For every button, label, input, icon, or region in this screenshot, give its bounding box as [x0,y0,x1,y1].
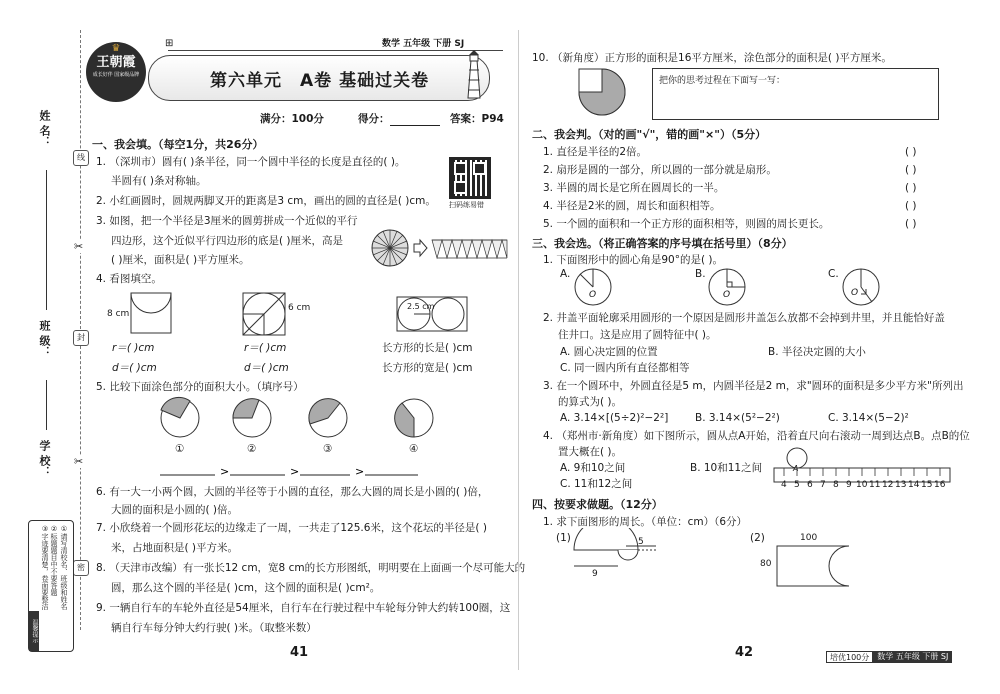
scissors-icon: ✂ [74,240,84,253]
choice-4-opt-b: B. 10和11之间 [690,462,763,474]
q5-figures [160,396,440,440]
choice-1-opt-c: C. [828,268,839,280]
page-title: 第六单元 A卷 基础过关卷 [210,71,430,91]
section-1-title: 一、我会填。（每空1分，共26分） [92,138,264,151]
q2: 2. 小红画圆时，圆规两脚叉开的距离是3 cm，画出的圆的直径是( )cm。 [96,195,436,207]
cut-mark-1: 线 [73,150,89,166]
section-4-title: 四、按要求做题。（12分） [532,498,663,511]
judge-2: 2. 扇形是圆的一部分，所以圆的一部分就是扇形。 [543,164,777,176]
choice-1-opt-a: A. [560,268,571,280]
ruler-tick: 15 [921,480,933,490]
q4-d-1: d＝( )cm [112,362,157,374]
school-label: 学 校： [38,440,51,477]
judge-paren-5[interactable]: ( ) [905,218,917,230]
score-got: 得分： [358,113,390,125]
ruler-tick: 7 [820,480,826,490]
q7-line-b: 米，占地面积是( )平方米。 [111,542,239,554]
choice-2-opt-b: B. 半径决定圆的大小 [768,346,866,358]
q7-line-a: 7. 小欣绕着一个圆形花坛的边缘走了一周，一共走了125.6米，这个花坛的半径是( ) [96,522,487,534]
ruler-tick: 5 [794,480,800,490]
q6-line-a: 6. 有一大一小两个圆，大圆的半径等于小圆的直径，那么大圆的周长是小圆的( )倍， [96,486,489,498]
school-line [46,380,47,430]
judge-paren-2[interactable]: ( ) [905,164,917,176]
q4-r-2: r＝( )cm [244,342,287,354]
logo-text: 王朝霞 [96,55,136,70]
q4-d-2: d＝( )cm [244,362,289,374]
lighthouse-icon [462,50,486,100]
ruler-ticks [772,480,952,492]
class-label: 班 级： [38,320,51,357]
q3-line-c: ( )厘米，面积是( )平方厘米。 [111,254,250,266]
q4-label-1: 8 cm [107,309,130,319]
f1-figure-2 [775,544,851,588]
q10-box-prompt: 把你的思考过程在下面写一写： [659,76,786,86]
q4-rect-wide: 长方形的宽是( )cm [382,362,473,374]
choice-3-line-b: 的算式为( )。 [558,396,623,408]
q10: 10. （新角度）正方形的面积是16平方厘米，涂色部分的面积是( )平方厘米。 [532,52,892,64]
q9-line-a: 9. 一辆自行车的车轮外直径是54厘米，自行车在行驶过程中车轮每分钟大约转100圈，这 [96,602,511,614]
qr-code[interactable] [452,160,488,196]
f1-dim-80: 80 [760,559,772,569]
choice-1-fig-a-center: O [589,290,597,300]
score-full: 满分：100分 [260,113,324,125]
judge-1: 1. 直径是半径的2倍。 [543,146,648,158]
ruler-tick: 16 [934,480,946,490]
score-blank [390,125,440,126]
section-2-title: 二、我会判。（对的画"√"，错的画"×"）（5分） [532,128,767,141]
section-3-title: 三、我会选。（将正确答案的序号填在括号里）（8分） [532,237,793,250]
q5-label-1: ① [175,443,185,455]
f1-dim-9: 9 [592,569,598,579]
choice-1-opt-b: B. [695,268,706,280]
choice-3-opt-b: B. 3.14×(5²−2²) [695,412,780,424]
reminder-1: ①请写清校名、班级和姓名 [60,525,68,610]
f1-label-1: (1) [556,532,571,544]
f1-dim-100: 100 [800,533,818,543]
name-label: 姓 名： [38,110,51,147]
logo-sub: 成长好伴 国家级品牌 [92,72,140,78]
q8-line-b: 圆，那么这个圆的半径是( )cm，这个圆的面积是( )cm²。 [111,582,381,594]
q5: 5. 比较下面涂色部分的面积大小。（填序号） [96,381,304,393]
q4-figure-2 [242,292,286,336]
q10-work-box[interactable] [652,68,939,120]
choice-1-fig-b-center: O [723,290,731,300]
svg-text:>: > [355,465,365,477]
q4-figure-1 [130,292,172,334]
choice-2-line-b: 住井口。这是应用了圆特征中( )。 [558,329,717,341]
ruler-tick: 10 [856,480,868,490]
choice-3-opt-c: C. 3.14×(5−2)² [828,412,909,424]
choice-2-line-a: 2. 井盖平面轮廓采用圆形的一个原因是圆形井盖怎么放都不会掉到井里，并且能恰好盖 [543,312,945,324]
choice-3-opt-a: A. 3.14×[(5÷2)²−2²] [560,412,669,424]
f1-label-2: (2) [750,532,765,544]
series-tag: 数学 五年级 下册 SJ [382,39,465,49]
reminder-3: ③字迹要清楚，卷面要整洁 [41,525,49,610]
choice-2-opt-c: C. 同一圆内所有直径都相等 [560,362,690,374]
qr-caption: 扫码练易错 [449,201,484,209]
q5-label-4: ④ [409,443,419,455]
ruler-tick: 8 [833,480,839,490]
q5-label-3: ③ [323,443,333,455]
q10-figure [578,68,626,116]
ruler-tick: 13 [895,480,907,490]
footer-tag: 培优100分 [826,651,873,663]
ruler-tick: 14 [908,480,920,490]
q8-line-a: 8. （天津市改编）有一张长12 cm，宽8 cm的长方形图纸，明明要在上面画一个尽可能大的 [96,562,526,574]
q1-line-b: 半圆有( )条对称轴。 [111,175,207,187]
ruler-tick: 12 [882,480,894,490]
svg-text:>: > [290,465,300,477]
footer-badge [826,651,952,663]
q1-line-a: 1. （深圳市）圆有( )条半径，同一个圆中半径的长度是直径的( )。 [96,156,406,168]
q3-line-a: 3. 如图，把一个半径是3厘米的圆剪拼成一个近似的平行 [96,215,358,227]
choice-1-fig-c [842,268,880,306]
ruler-point-a: A [793,464,799,473]
page-icon: ⊞ [165,38,174,49]
ruler-tick: 6 [807,480,813,490]
choice-4-opt-a: A. 9和10之间 [560,462,626,474]
reminder-2: ②标题题目中不要答题 [50,525,58,596]
reminder-tag: 温馨提示 [29,611,39,651]
cut-mark-2: 封 [73,330,89,346]
f1-prompt: 1. 求下面图形的周长。（单位：cm）（6分） [543,516,748,528]
q4: 4. 看图填空。 [96,273,162,285]
choice-4-opt-c: C. 11和12之间 [560,478,633,490]
q3-line-b: 四边形，这个近似平行四边形的底是( )厘米，高是 [111,235,344,247]
q6-line-b: 大圆的面积是小圆的( )倍。 [111,504,239,516]
logo [86,42,146,102]
ruler-tick: 11 [869,480,881,490]
judge-4: 4. 半径是2米的圆，周长和面积相等。 [543,200,721,212]
judge-5: 5. 一个圆的面积和一个正方形的面积相等，则圆的周长更长。 [543,218,830,230]
q4-rect-long: 长方形的长是( )cm [382,342,473,354]
q3-figure [370,228,510,268]
choice-2-opt-a: A. 圆心决定圆的位置 [560,346,658,358]
choice-1-fig-c-center: O [851,288,859,298]
choice-1: 1. 下面图形中的圆心角是90°的是( )。 [543,254,723,266]
f1-dim-5: 5 [638,537,644,547]
q4-label-2: 6 cm [288,303,311,313]
judge-paren-4[interactable]: ( ) [905,200,917,212]
right-page-number: 42 [735,645,754,660]
choice-4-line-b: 置大概在( )。 [558,446,623,458]
q4-r-1: r＝( )cm [112,342,155,354]
judge-paren-1[interactable]: ( ) [905,146,917,158]
page-divider [518,30,519,670]
ruler-tick: 4 [781,480,787,490]
logo-crown-icon: ♛ [111,43,121,54]
q4-label-3: 2.5 cm [407,302,435,311]
ruler-tick: 9 [846,480,852,490]
f1-figure-1 [570,528,670,578]
choice-3-line-a: 3. 在一个圆环中，外圆直径是5 m，内圆半径是2 m，求"圆环的面积是多少平方米"所列出 [543,380,964,392]
judge-3: 3. 半圆的周长是它所在圆周长的一半。 [543,182,725,194]
answer-ref: 答案：P94 [450,113,504,125]
q5-answer-line [160,462,420,476]
judge-paren-3[interactable]: ( ) [905,182,917,194]
svg-text:>: > [220,465,230,477]
cut-mark-3: 密 [73,560,89,576]
reminder-box [28,520,74,652]
choice-4-line-a: 4. （郑州市·新角度）如下图所示，圆从点A开始，沿着直尺向右滚动一周到达点B。点B的位 [543,430,970,442]
left-page-number: 41 [290,645,309,660]
scissors-icon: ✂ [74,455,84,468]
q5-label-2: ② [247,443,257,455]
q9-line-b: 辆自行车每分钟大约行驶( )米。（取整米数） [111,622,317,634]
class-line [46,250,47,310]
footer-series: 数学 五年级 下册 SJ [873,651,952,663]
